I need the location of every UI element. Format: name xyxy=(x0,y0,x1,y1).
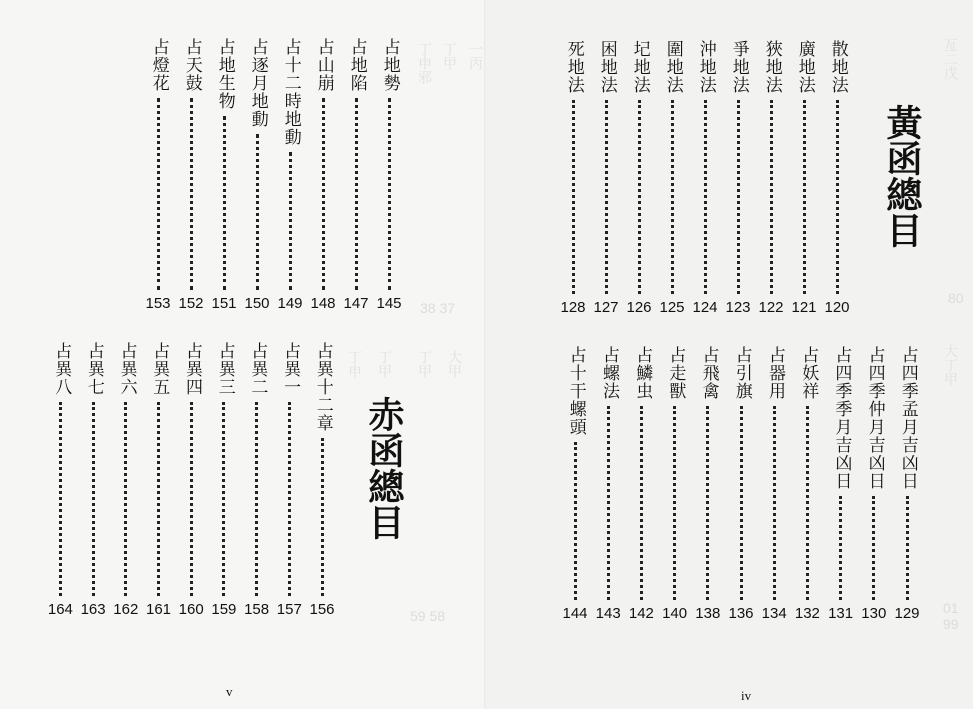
toc-entry xyxy=(179,38,203,312)
toc-entry xyxy=(829,346,853,622)
bleed-through-text: 丁甲 xyxy=(416,350,432,378)
toc-entry-page-number: 152 xyxy=(178,295,204,312)
toc-entry xyxy=(561,40,585,316)
toc-entry-title: 占器用 xyxy=(764,346,785,400)
toc-entry xyxy=(311,38,335,312)
toc-entry-page-number: 123 xyxy=(725,299,751,316)
toc-entry-title: 圮地法 xyxy=(629,40,650,94)
toc-entry xyxy=(278,38,302,312)
dot-leader xyxy=(737,100,740,294)
toc-entry-title: 占四季仲月吉凶日 xyxy=(864,346,885,490)
toc-entry xyxy=(627,40,651,316)
dot-leader xyxy=(773,406,776,600)
toc-entry-title: 占異五 xyxy=(149,342,170,396)
toc-entry-title: 占異六 xyxy=(116,342,137,396)
dot-leader xyxy=(607,406,610,600)
toc-entry-title: 占妖祥 xyxy=(798,346,819,400)
dot-leader xyxy=(803,100,806,294)
toc-entry-page-number: 151 xyxy=(211,295,237,312)
toc-entry-page-number: 156 xyxy=(309,601,335,618)
toc-entry-title: 占螺法 xyxy=(598,346,619,400)
toc-entry-page-number: 162 xyxy=(113,601,139,618)
toc-entry-page-number: 153 xyxy=(145,295,171,312)
toc-entry xyxy=(344,38,368,312)
toc-entry-page-number: 140 xyxy=(662,605,688,622)
bleed-through-text: 丁申 xyxy=(346,350,362,378)
dot-leader xyxy=(322,98,325,290)
toc-entry-title: 占燈花 xyxy=(148,38,169,92)
dot-leader xyxy=(59,402,62,596)
page-folio: v xyxy=(226,684,233,699)
dot-leader xyxy=(906,496,909,600)
toc-entry-title: 沖地法 xyxy=(695,40,716,94)
toc-entry xyxy=(179,342,203,618)
toc-entry-title: 占異一 xyxy=(280,342,301,396)
toc-entry-page-number: 136 xyxy=(728,605,754,622)
toc-entry xyxy=(596,346,620,622)
toc-entry xyxy=(696,346,720,622)
toc-entry xyxy=(795,346,819,622)
toc-entry-title: 占地陷 xyxy=(346,38,367,92)
toc-entry-page-number: 127 xyxy=(593,299,619,316)
toc-entry-page-number: 122 xyxy=(758,299,784,316)
toc-entry xyxy=(563,346,587,622)
bleed-through-number: 80 xyxy=(948,290,964,306)
toc-entry xyxy=(377,38,401,312)
toc-entry xyxy=(310,342,334,618)
toc-entry-title: 占引旗 xyxy=(731,346,752,400)
toc-entry-title: 占異十二章 xyxy=(312,342,333,432)
dot-leader xyxy=(355,98,358,290)
toc-entry-page-number: 149 xyxy=(277,295,303,312)
toc-entry xyxy=(629,346,653,622)
dot-leader xyxy=(836,100,839,294)
toc-entry xyxy=(245,342,269,618)
toc-entry xyxy=(663,346,687,622)
toc-entry-title: 占天鼓 xyxy=(181,38,202,92)
dot-leader xyxy=(157,98,160,290)
toc-entry-page-number: 144 xyxy=(562,605,588,622)
dot-leader xyxy=(806,406,809,600)
dot-leader xyxy=(706,406,709,600)
toc-entry-page-number: 134 xyxy=(761,605,787,622)
toc-entry xyxy=(245,38,269,312)
toc-entry xyxy=(792,40,816,316)
dot-leader xyxy=(289,152,292,290)
dot-leader xyxy=(190,98,193,290)
toc-entry xyxy=(212,342,236,618)
dot-leader xyxy=(605,100,608,294)
toc-entry-title: 占異三 xyxy=(214,342,235,396)
dot-leader xyxy=(255,402,258,596)
bleed-through-number: 59 58 xyxy=(410,608,446,624)
toc-entry-title: 占山崩 xyxy=(313,38,334,92)
bleed-through-text: 亙二戊 xyxy=(942,38,958,80)
toc-entry-page-number: 161 xyxy=(145,601,172,618)
dot-leader xyxy=(740,406,743,600)
toc-entry-page-number: 132 xyxy=(794,605,820,622)
section-title-red-box: 赤函總目 xyxy=(363,396,404,540)
dot-leader xyxy=(638,100,641,294)
toc-entry-page-number: 164 xyxy=(47,601,73,618)
toc-entry-page-number: 163 xyxy=(80,601,106,618)
toc-entry-page-number: 130 xyxy=(861,605,887,622)
toc-entry-page-number: 138 xyxy=(695,605,721,622)
dot-leader xyxy=(388,98,391,290)
toc-entry-title: 圍地法 xyxy=(662,40,683,94)
toc-entry-title: 占逐月地動 xyxy=(247,38,268,128)
bleed-through-text: 丁甲 xyxy=(441,42,457,70)
dot-leader xyxy=(223,116,226,290)
toc-entry-page-number: 150 xyxy=(244,295,270,312)
toc-entry-title: 占四季孟月吉凶日 xyxy=(897,346,918,490)
bleed-through-text: 丁甲 xyxy=(376,350,392,378)
dot-leader xyxy=(92,402,95,596)
toc-entry-title: 占異七 xyxy=(83,342,104,396)
bleed-through-text: 丁申邪 xyxy=(416,42,432,84)
toc-entry-page-number: 126 xyxy=(626,299,652,316)
dot-leader xyxy=(157,402,160,596)
toc-entry-title: 困地法 xyxy=(596,40,617,94)
toc-entry xyxy=(146,38,170,312)
toc-entry xyxy=(114,342,138,618)
bleed-through-text: 大甲 xyxy=(446,350,462,378)
toc-entry-page-number: 158 xyxy=(244,601,270,618)
dot-leader xyxy=(288,402,291,596)
toc-entry xyxy=(726,40,750,316)
toc-entry-title: 占四季季月吉凶日 xyxy=(831,346,852,490)
toc-entry-title: 占地勢 xyxy=(379,38,400,92)
toc-entry-page-number: 143 xyxy=(595,605,621,622)
dot-leader xyxy=(222,402,225,596)
toc-entry xyxy=(729,346,753,622)
dot-leader xyxy=(124,402,127,596)
dot-leader xyxy=(770,100,773,294)
toc-entry-title: 占異四 xyxy=(181,342,202,396)
dot-leader xyxy=(190,402,193,596)
toc-entry-page-number: 128 xyxy=(560,299,586,316)
toc-entry xyxy=(862,346,886,622)
dot-leader xyxy=(704,100,707,294)
toc-entry-title: 占十干螺頭 xyxy=(565,346,586,436)
dot-leader xyxy=(572,100,575,294)
toc-entry xyxy=(693,40,717,316)
bleed-through-text: 一丙 xyxy=(467,42,483,70)
toc-entry xyxy=(660,40,684,316)
toc-entry-page-number: 147 xyxy=(343,295,369,312)
toc-entry-title: 占十二時地動 xyxy=(280,38,301,146)
toc-entry-page-number: 142 xyxy=(628,605,654,622)
toc-entry-title: 占鱗虫 xyxy=(632,346,653,400)
dot-leader xyxy=(640,406,643,600)
toc-entry xyxy=(81,342,105,618)
toc-entry xyxy=(594,40,618,316)
dot-leader xyxy=(671,100,674,294)
toc-entry-title: 爭地法 xyxy=(728,40,749,94)
toc-entry xyxy=(895,346,919,622)
bleed-through-number: 38 37 xyxy=(420,300,456,316)
toc-entry xyxy=(212,38,236,312)
toc-entry-page-number: 129 xyxy=(894,605,920,622)
toc-entry-page-number: 157 xyxy=(276,601,302,618)
toc-entry-title: 占異八 xyxy=(51,342,72,396)
section-title-yellow-box: 黃函總目 xyxy=(881,104,922,248)
toc-entry xyxy=(762,346,786,622)
toc-entry-title: 占異二 xyxy=(247,342,268,396)
toc-entry-title: 狹地法 xyxy=(761,40,782,94)
toc-entry xyxy=(759,40,783,316)
dot-leader xyxy=(872,496,875,600)
right-page xyxy=(486,0,973,709)
toc-entry-title: 占地生物 xyxy=(214,38,235,110)
left-page xyxy=(0,0,486,709)
toc-entry-page-number: 125 xyxy=(659,299,685,316)
toc-entry-page-number: 124 xyxy=(692,299,718,316)
toc-entry-title: 死地法 xyxy=(563,40,584,94)
dot-leader xyxy=(673,406,676,600)
dot-leader xyxy=(574,442,577,600)
dot-leader xyxy=(839,496,842,600)
dot-leader xyxy=(256,134,259,290)
toc-entry-page-number: 145 xyxy=(376,295,402,312)
dot-leader xyxy=(321,438,324,596)
toc-entry-page-number: 131 xyxy=(828,605,854,622)
toc-entry-page-number: 159 xyxy=(211,601,237,618)
toc-entry xyxy=(277,342,301,618)
toc-entry-title: 占走獸 xyxy=(665,346,686,400)
bleed-through-text: 大丁甲 xyxy=(942,344,958,386)
bleed-through-number: 01 99 xyxy=(943,600,959,632)
toc-entry-title: 占飛禽 xyxy=(698,346,719,400)
page-folio: iv xyxy=(741,688,752,703)
toc-entry-page-number: 121 xyxy=(791,299,817,316)
toc-entry-title: 散地法 xyxy=(827,40,848,94)
toc-entry xyxy=(147,342,171,618)
toc-entry xyxy=(825,40,849,316)
toc-entry-page-number: 148 xyxy=(310,295,336,312)
toc-entry xyxy=(48,342,72,618)
toc-entry-title: 廣地法 xyxy=(794,40,815,94)
toc-entry-page-number: 120 xyxy=(824,299,850,316)
toc-entry-page-number: 160 xyxy=(178,601,204,618)
